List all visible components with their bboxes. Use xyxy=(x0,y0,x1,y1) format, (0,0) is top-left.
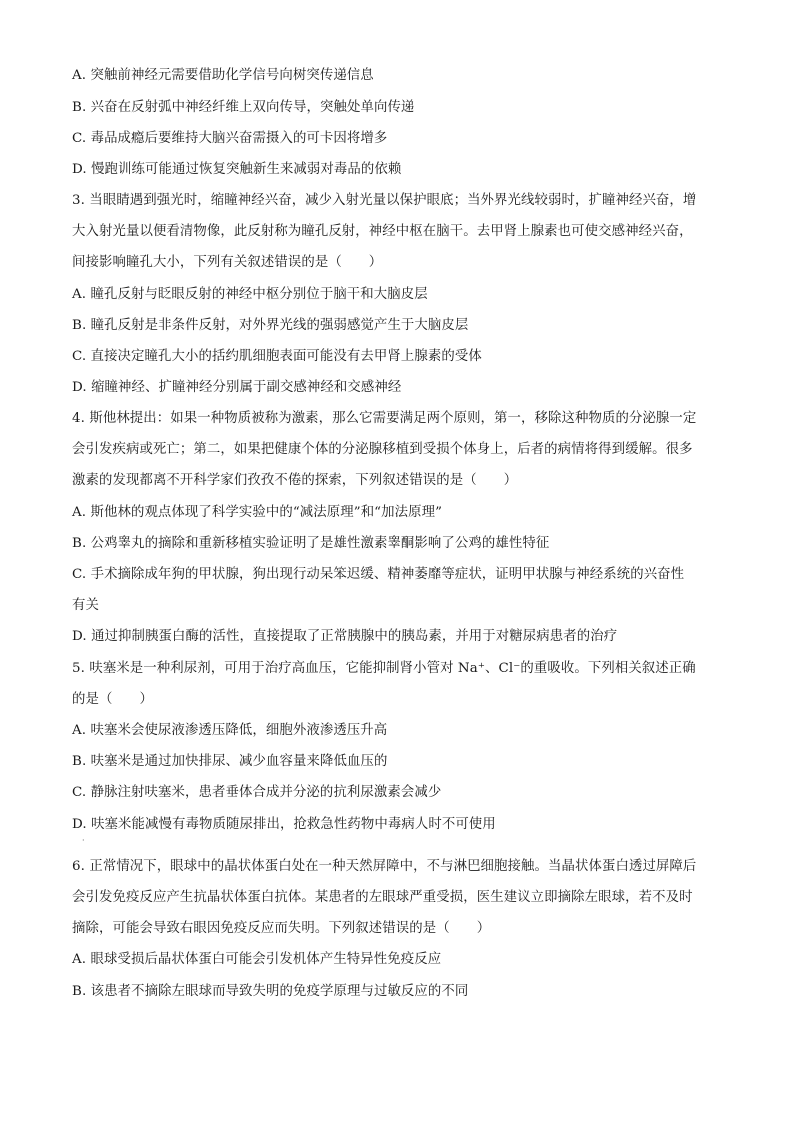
q3-option-b: B. 瞳孔反射是非条件反射，对外界光线的强弱感觉产生于大脑皮层 xyxy=(72,318,469,333)
q6-stem-line-1: 6. 正常情况下，眼球中的晶状体蛋白处在一种天然屏障中，不与淋巴细胞接触。当晶状体蛋白透过屏障后 xyxy=(72,859,697,874)
q4-option-d: D. 通过抑制胰蛋白酶的活性，直接提取了正常胰腺中的胰岛素，并用于对糖尿病患者的治疗 xyxy=(72,629,618,644)
q5-option-a: A. 呋塞米会使尿液渗透压降低，细胞外液渗透压升高 xyxy=(72,723,388,738)
q2-option-a: A. 突触前神经元需要借助化学信号向树突传递信息 xyxy=(72,68,374,83)
q2-option-b: B. 兴奋在反射弧中神经纤维上双向传导，突触处单向传递 xyxy=(72,100,415,115)
q3-option-a: A. 瞳孔反射与眨眼反射的神经中枢分别位于脑干和大脑皮层 xyxy=(72,287,428,302)
q4-stem-line-2: 会引发疾病或死亡；第二，如果把健康个体的分泌腺移植到受损个体身上，后者的病情将得到缓解。很多 xyxy=(72,442,693,457)
q4-option-b: B. 公鸡睾丸的摘除和重新移植实验证明了是雄性激素睾酮影响了公鸡的雄性特征 xyxy=(72,536,550,551)
q5-option-b: B. 呋塞米是通过加快排尿、减少血容量来降低血压的 xyxy=(72,754,388,769)
q3-stem-line-3: 间接影响瞳孔大小，下列有关叙述错误的是（ ） xyxy=(72,255,383,270)
q3-stem-line-1: 3. 当眼睛遇到强光时，缩瞳神经兴奋，减少入射光量以保护眼底；当外界光线较弱时，扩瞳神经兴奋，增 xyxy=(72,193,697,208)
q6-option-b: B. 该患者不摘除左眼球而导致失明的免疫学原理与过敏反应的不同 xyxy=(72,984,469,999)
q5-option-d: D. 呋塞米能减慢有毒物质随尿排出，抢救急性药物中毒病人时不可使用 xyxy=(72,817,496,832)
q4-stem-line-3: 激素的发现都离不开科学家们孜孜不倦的探索，下列叙述错误的是（ ） xyxy=(72,473,518,488)
q5-stem-line-2: 的是（ ） xyxy=(72,692,153,707)
q3-option-d: D. 缩瞳神经、扩瞳神经分别属于副交感神经和交感神经 xyxy=(72,380,402,395)
q3-option-c: C. 直接决定瞳孔大小的括约肌细胞表面可能没有去甲肾上腺素的受体 xyxy=(72,349,482,364)
q5-stem-line-1: 5. 呋塞米是一种利尿剂，可用于治疗高血压，它能抑制肾小管对 Na⁺、Cl⁻的重吸收。下列相关叙述正确 xyxy=(72,661,696,676)
q3-stem-line-2: 大入射光量以便看清物像，此反射称为瞳孔反射，神经中枢在脑干。去甲肾上腺素也可使交感神经兴奋， xyxy=(72,224,693,239)
q4-option-c-line-2: 有关 xyxy=(72,598,99,613)
q2-option-d: D. 慢跑训练可能通过恢复突触新生来减弱对毒品的依赖 xyxy=(72,162,402,177)
q4-option-c-line-1: C. 手术摘除成年狗的甲状腺，狗出现行动呆笨迟缓、精神萎靡等症状，证明甲状腺与神经系统的兴奋性 xyxy=(72,567,685,582)
q5-option-c: C. 静脉注射呋塞米，患者垂体合成并分泌的抗利尿激素会减少 xyxy=(72,785,442,800)
q6-stem-line-3: 摘除，可能会导致右眼因免疫反应而失明。下列叙述错误的是（ ） xyxy=(72,921,491,936)
q2-option-c: C. 毒品成瘾后要维持大脑兴奋需摄入的可卡因将增多 xyxy=(72,131,388,146)
q6-option-a: A. 眼球受损后晶状体蛋白可能会引发机体产生特异性免疫反应 xyxy=(72,952,442,967)
q4-option-a: A. 斯他林的观点体现了科学实验中的“减法原理”和“加法原理” xyxy=(72,505,443,520)
q4-stem-line-1: 4. 斯他林提出：如果一种物质被称为激素，那么它需要满足两个原则，第一，移除这种物质的分泌腺一定 xyxy=(72,411,697,426)
q6-stem-line-2: 会引发免疫反应产生抗晶状体蛋白抗体。某患者的左眼球严重受损，医生建议立即摘除左眼球，若不及时 xyxy=(72,890,693,905)
stray-mark: · xyxy=(82,836,85,845)
